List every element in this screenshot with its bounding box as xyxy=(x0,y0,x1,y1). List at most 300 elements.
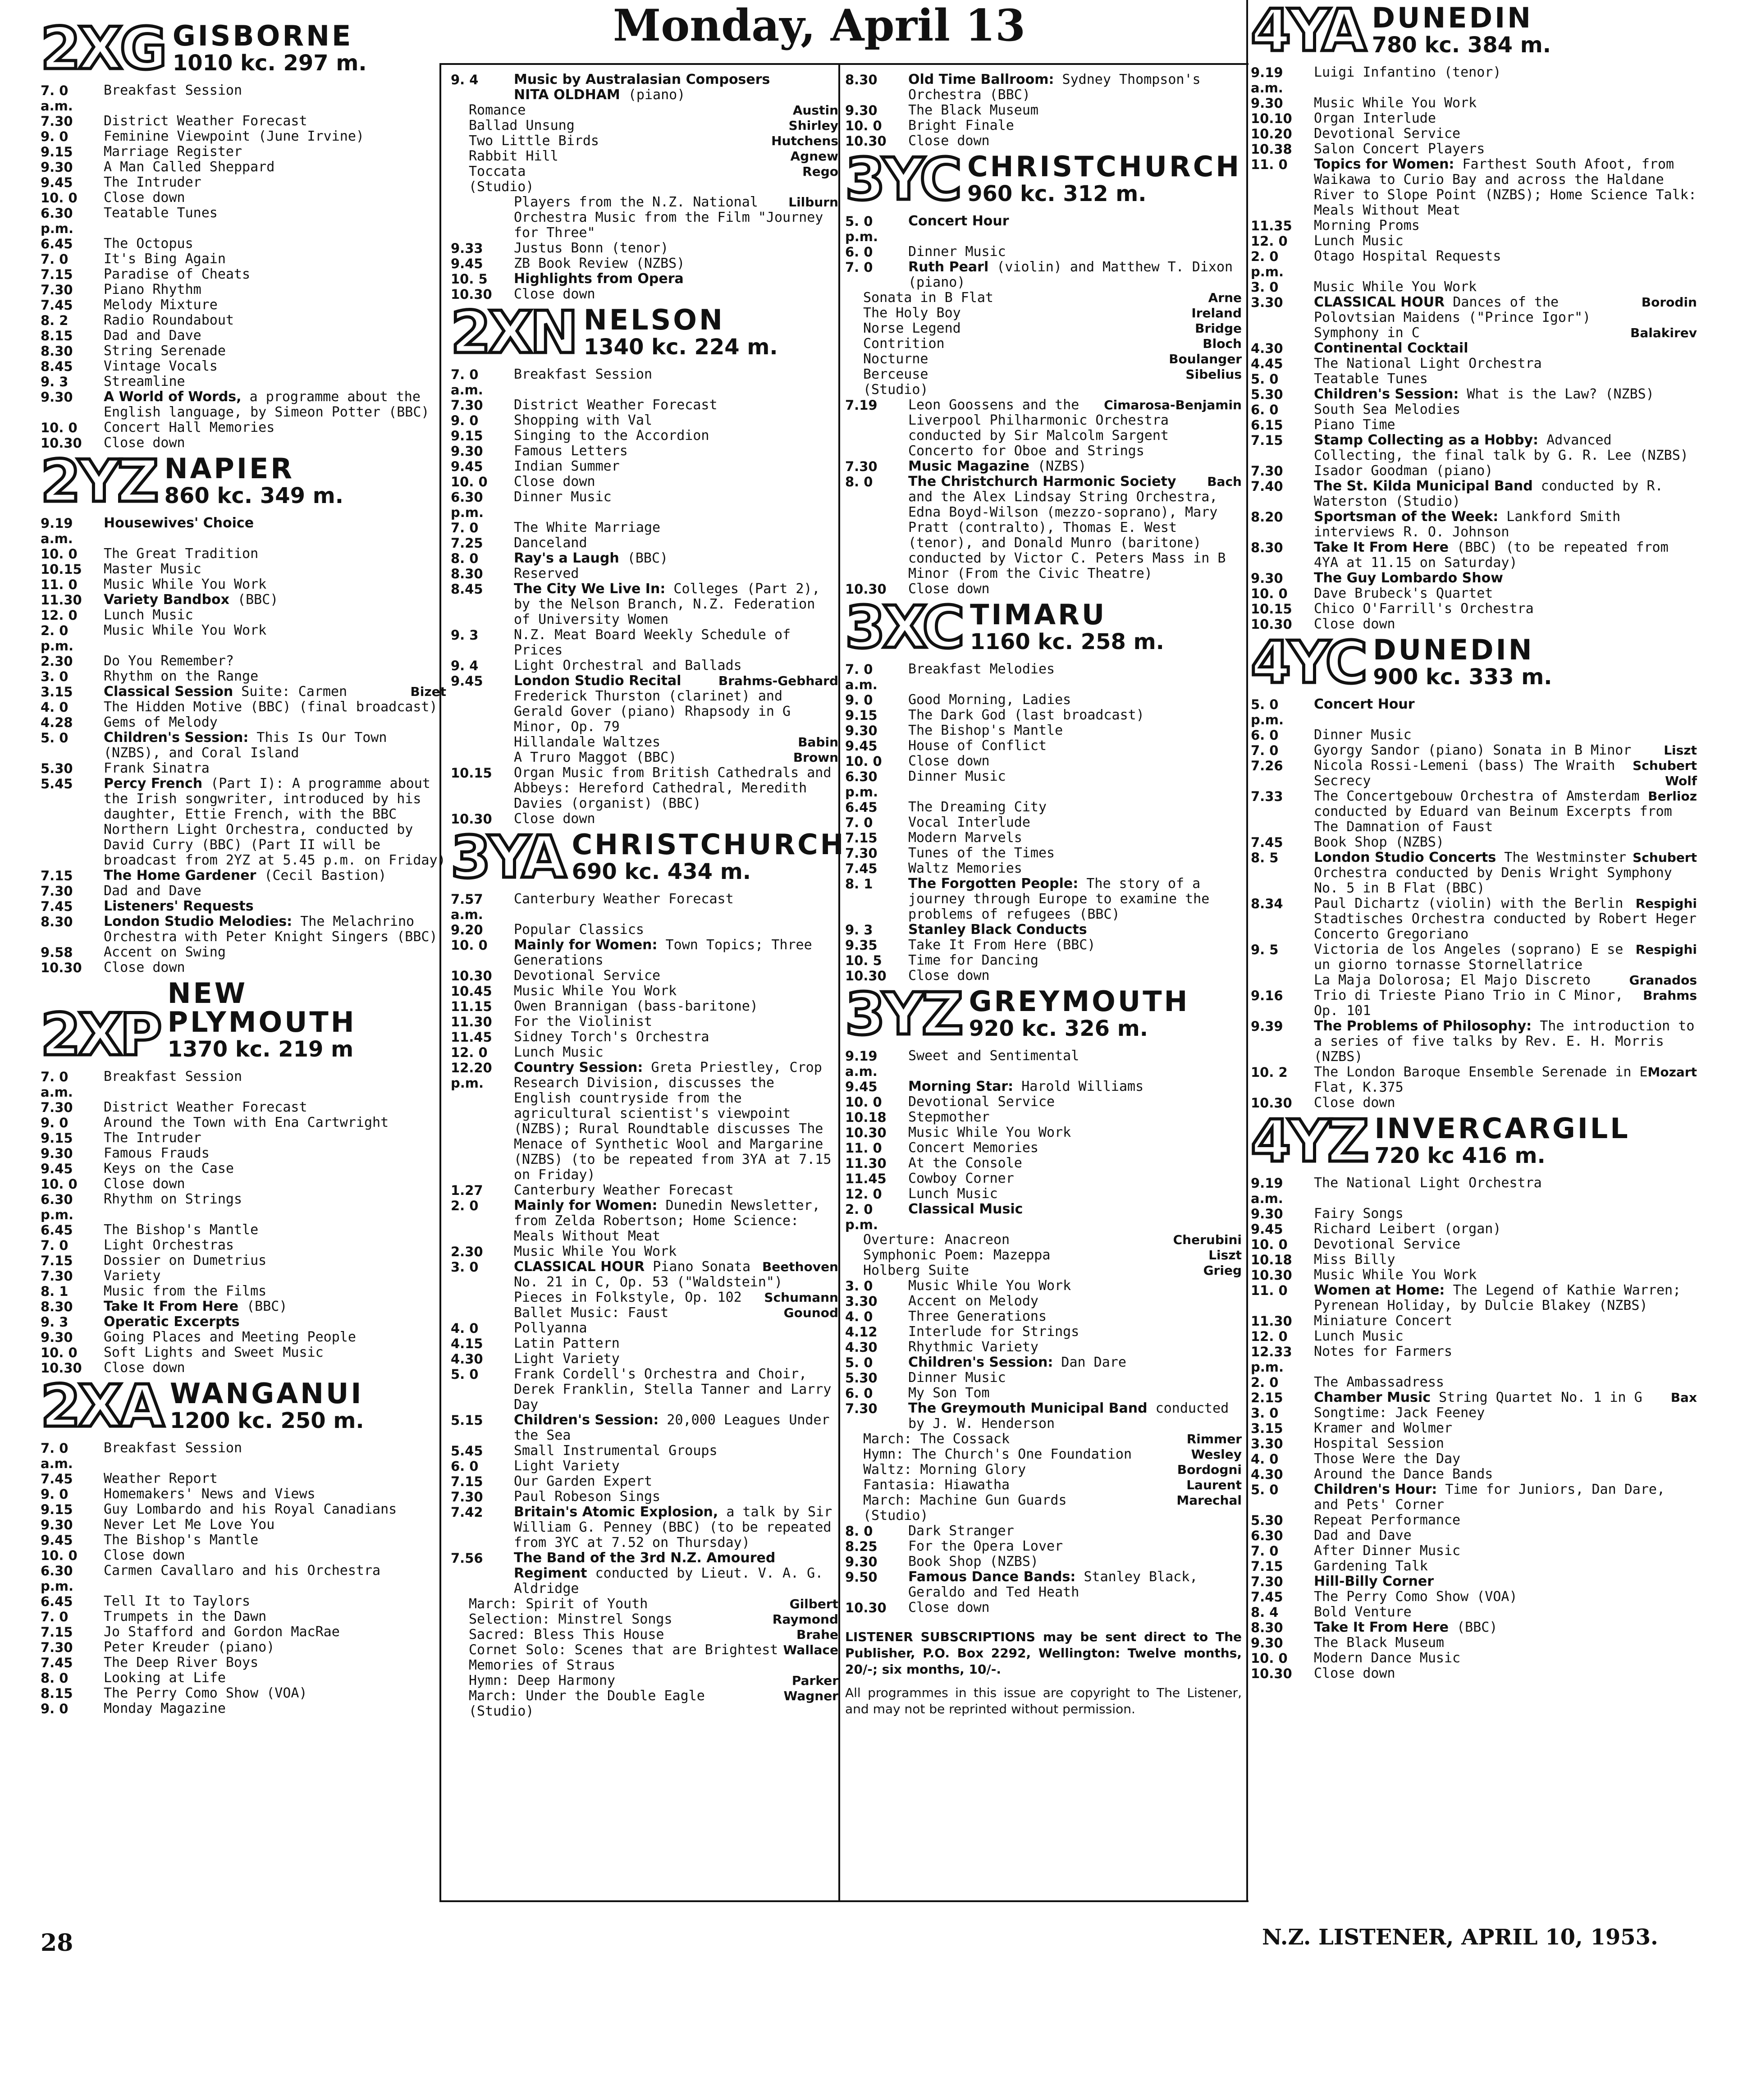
programme-text xyxy=(104,282,446,297)
programme-text xyxy=(1314,601,1697,617)
programme-description: Town Topics; Three Generations xyxy=(514,937,812,968)
programme-text xyxy=(908,938,1242,953)
programme-description: Reserved xyxy=(514,566,579,581)
programme-description: Miniature Concert xyxy=(1314,1313,1453,1329)
programme-time: 3.15 xyxy=(41,684,73,700)
programme-entry xyxy=(451,444,838,459)
programme-entry xyxy=(845,1401,1242,1432)
column-1 xyxy=(41,15,446,1716)
programme-description: Bold Venture xyxy=(1314,1604,1412,1620)
programme-time: 10.30 xyxy=(41,1360,82,1376)
programme-description: Time for Juniors, Dan Dare, and Pets' Corner xyxy=(1314,1482,1665,1513)
programme-sub-item xyxy=(469,1612,838,1627)
programme-description: Richard Leibert (organ) xyxy=(1314,1221,1501,1237)
programme-time: 9. 0 xyxy=(41,1487,69,1502)
programme-description: Accent on Melody xyxy=(908,1293,1038,1309)
programme-description: Repeat Performance xyxy=(1314,1512,1461,1528)
programme-title: Housewives' Choice xyxy=(104,515,254,531)
programme-description: Light Variety xyxy=(514,1458,620,1474)
programme-entry xyxy=(845,398,1242,459)
station-block xyxy=(451,299,838,827)
work-title: Memories of Straus xyxy=(469,1657,616,1673)
programme-description: (BBC) xyxy=(1449,1620,1498,1635)
programme-description: Chico O'Farrill's Orchestra xyxy=(1314,601,1534,617)
programme-description: Streamline xyxy=(104,374,185,389)
programme-text xyxy=(908,662,1242,692)
programme-description: For the Opera Lover xyxy=(908,1538,1063,1554)
programme-time: 6. 0 xyxy=(845,244,873,260)
programme-description: The Intruder xyxy=(104,174,201,190)
programme-description: The Great Tradition xyxy=(104,546,259,562)
programme-text xyxy=(1314,1528,1697,1543)
composer: Ireland xyxy=(1191,306,1242,320)
programme-time: 4.30 xyxy=(845,1340,878,1355)
programme-entry xyxy=(1251,371,1697,387)
programme-entry xyxy=(451,566,838,581)
programme-description: Music While You Work xyxy=(104,576,267,592)
programme-text xyxy=(514,271,838,287)
programme-time: 10.30 xyxy=(1251,1666,1292,1681)
programme-text xyxy=(514,1290,838,1305)
composer: Grieg xyxy=(1203,1263,1242,1278)
programme-title: Stanley Black Conducts xyxy=(908,922,1087,938)
programme-time: 7.15 xyxy=(41,868,73,883)
station-block xyxy=(41,15,446,451)
programme-entry xyxy=(845,938,1242,953)
programme-time: 9. 4 xyxy=(451,658,479,673)
programme-sub-item xyxy=(469,1673,838,1688)
programme-text xyxy=(1314,1467,1697,1482)
programme-time: 9.19 a.m. xyxy=(41,516,73,546)
programme-description: Dossier on Dumetrius xyxy=(104,1253,267,1268)
programme-title: Take It From Here xyxy=(1314,1620,1449,1635)
programme-sub-item xyxy=(469,103,838,118)
programme-text xyxy=(908,1048,1242,1079)
programme-description: Radio Roundabout xyxy=(104,312,234,328)
programme-entry xyxy=(845,459,1242,474)
programme-entry xyxy=(1251,1589,1697,1605)
station-block xyxy=(41,1373,446,1716)
programme-description: (Cecil Bastion) xyxy=(256,868,387,883)
programme-entry xyxy=(451,1259,838,1290)
programme-entry xyxy=(41,1517,446,1533)
programme-description: Vintage Vocals xyxy=(104,358,218,374)
column-2 xyxy=(451,72,846,1719)
programme-title: Children's Session: xyxy=(514,1412,659,1428)
programme-entry xyxy=(1251,1651,1697,1666)
programme-time: 6.30 p.m. xyxy=(451,490,484,520)
work-title: (Studio) xyxy=(863,1508,928,1524)
programme-text xyxy=(908,738,1242,754)
programme-time: 11. 0 xyxy=(1251,1283,1288,1298)
station-call-sign: 4YZ xyxy=(1251,1108,1367,1175)
programme-time: 11.30 xyxy=(845,1156,887,1171)
programme-description: Do You Remember? xyxy=(104,653,234,669)
programme-text xyxy=(514,999,838,1014)
programme-description: The Melachrino Orchestra with Peter Knight Singers (BBC) xyxy=(104,914,438,945)
programme-time: 7.30 xyxy=(41,883,73,899)
programme-text xyxy=(908,1125,1242,1140)
programme-entry xyxy=(41,1487,446,1502)
programme-time: 10.30 xyxy=(1251,1267,1292,1283)
composer: Beethoven xyxy=(762,1259,838,1274)
programme-description: Close down xyxy=(104,1547,185,1563)
programme-time: 7. 0 xyxy=(845,815,873,830)
programme-entry xyxy=(451,968,838,984)
programme-time: 9.45 xyxy=(41,175,73,190)
programme-description: Light Variety xyxy=(514,1351,620,1367)
programme-text xyxy=(514,490,838,520)
programme-entry xyxy=(41,1330,446,1345)
programme-entry xyxy=(41,1253,446,1268)
programme-text xyxy=(1314,111,1697,126)
programme-entry xyxy=(451,256,838,271)
programme-text xyxy=(514,1321,838,1336)
programme-time: 10.15 xyxy=(451,765,492,781)
programme-time: 7. 0 xyxy=(1251,743,1279,758)
programme-entry xyxy=(41,1192,446,1222)
programme-entry xyxy=(41,1670,446,1686)
programme-time: 7.30 xyxy=(845,1401,878,1416)
work-title: Fantasia: Hiawatha xyxy=(863,1477,1010,1493)
programme-text xyxy=(104,190,446,206)
programme-entry xyxy=(41,761,446,776)
programme-entry xyxy=(1251,111,1697,126)
programme-description: Otago Hospital Requests xyxy=(1314,248,1501,264)
programme-text xyxy=(1314,835,1697,850)
programme-entry xyxy=(1251,1451,1697,1467)
programme-time: 7. 0 a.m. xyxy=(41,1441,73,1471)
programme-text xyxy=(1314,1635,1697,1651)
programme-entry xyxy=(41,700,446,715)
programme-entry xyxy=(41,206,446,236)
programme-description: The Hidden Motive (BBC) (final broadcast) xyxy=(104,699,438,715)
programme-description: Shopping with Val xyxy=(514,412,653,428)
programme-time: 5.30 xyxy=(1251,387,1283,402)
programme-description: (BBC) xyxy=(229,592,279,608)
programme-text xyxy=(514,735,838,750)
programme-entry xyxy=(451,398,838,413)
programme-description: The Bishop's Mantle xyxy=(908,723,1063,738)
programme-title: Old Time Ballroom: xyxy=(908,72,1054,87)
programme-text xyxy=(104,206,446,236)
programme-entry xyxy=(41,175,446,190)
station-block xyxy=(1251,1108,1697,1681)
programme-entry xyxy=(41,1284,446,1299)
programme-description: My Son Tom xyxy=(908,1385,990,1401)
programme-description: The Octopus xyxy=(104,236,193,252)
programme-text xyxy=(908,1340,1242,1355)
programme-entry xyxy=(845,830,1242,846)
programme-description: 20,000 Leagues Under the Sea xyxy=(514,1412,830,1443)
programme-text xyxy=(908,769,1242,800)
programme-entry xyxy=(451,984,838,999)
programme-text xyxy=(104,516,446,546)
programme-description: Three Generations xyxy=(908,1308,1047,1324)
programme-text xyxy=(908,708,1242,723)
composer: Mozart xyxy=(1647,1065,1697,1080)
programme-description: Close down xyxy=(104,1360,185,1376)
programme-title: Classical Session xyxy=(104,684,233,700)
programme-text xyxy=(104,1548,446,1563)
programme-time: 9.39 xyxy=(1251,1019,1283,1034)
station-frequency: 920 kc. 326 m. xyxy=(969,1016,1148,1041)
programme-title: Concert Hour xyxy=(908,213,1009,229)
programme-entry xyxy=(41,252,446,267)
programme-description: Tunes of the Times xyxy=(908,845,1055,861)
programme-description: Suite: Carmen xyxy=(233,684,348,700)
station-block xyxy=(1251,629,1697,1111)
programme-description: Carmen Cavallaro and his Orchestra xyxy=(104,1563,381,1578)
programme-text xyxy=(104,1686,446,1701)
programme-description: Close down xyxy=(1314,1665,1395,1681)
programme-title: The Christchurch Harmonic Society xyxy=(908,474,1176,490)
station-frequency: 780 kc. 384 m. xyxy=(1372,32,1551,58)
programme-text xyxy=(1314,1065,1697,1095)
programme-entry xyxy=(41,328,446,343)
programme-time: 5. 0 xyxy=(1251,371,1279,387)
programme-description: The Legend of Kathie Warren; Pyrenean Holiday, by Dulcie Blakey (NZBS) xyxy=(1314,1282,1681,1313)
programme-entry xyxy=(1251,1513,1697,1528)
programme-time: 3. 0 xyxy=(41,669,69,684)
programme-description: Teatable Tunes xyxy=(1314,371,1428,387)
programme-entry xyxy=(451,1183,838,1198)
composer: Boulanger xyxy=(1169,352,1242,366)
programme-text xyxy=(1314,1513,1697,1528)
programme-entry xyxy=(845,1355,1242,1370)
programme-title: Children's Session: xyxy=(1314,386,1459,402)
programme-description: conducted by J. W. Henderson xyxy=(908,1400,1229,1432)
programme-description: Close down xyxy=(104,960,185,975)
programme-text xyxy=(1314,157,1697,218)
programme-text xyxy=(1314,1095,1697,1111)
programme-time: 6.30 p.m. xyxy=(41,1192,74,1222)
programme-description: Dan Dare xyxy=(1053,1354,1126,1370)
programme-entry xyxy=(41,389,446,420)
programme-entry xyxy=(1251,1237,1697,1252)
programme-text xyxy=(908,214,1242,244)
programme-entry xyxy=(451,673,838,735)
programme-entry xyxy=(451,1198,838,1244)
programme-text xyxy=(1314,371,1697,387)
programme-title: Ruth Pearl xyxy=(908,259,989,275)
programme-text xyxy=(1314,789,1697,835)
programme-entry xyxy=(845,1309,1242,1324)
programme-text xyxy=(514,658,838,673)
programme-time: 4. 0 xyxy=(1251,1451,1279,1467)
programme-title: Stamp Collecting as a Hobby: xyxy=(1314,432,1539,448)
programme-title: Percy French xyxy=(104,776,203,792)
programme-entry xyxy=(1251,356,1697,371)
programme-description: Master Music xyxy=(104,561,201,577)
programme-text xyxy=(514,938,838,968)
programme-text xyxy=(908,876,1242,922)
programme-description: Never Let Me Love You xyxy=(104,1517,275,1533)
programme-description: Famous Letters xyxy=(514,443,628,459)
programme-description: After Dinner Music xyxy=(1314,1543,1461,1559)
programme-text xyxy=(104,1238,446,1253)
station-block xyxy=(41,979,446,1376)
programme-sub-item xyxy=(469,1642,838,1658)
programme-time: 7.26 xyxy=(1251,758,1283,773)
programme-title: A World of Words, xyxy=(104,389,242,405)
programme-text xyxy=(1314,233,1697,249)
programme-description: Devotional Service xyxy=(514,968,661,984)
programme-entry xyxy=(451,1060,838,1183)
programme-text xyxy=(1314,341,1697,356)
programme-description: Harold Williams xyxy=(1013,1079,1144,1094)
programme-text xyxy=(104,236,446,252)
programme-text xyxy=(104,175,446,190)
programme-description: Dunedin Newsletter, from Zelda Robertson; Home Science: Meals Without Meat xyxy=(514,1198,820,1244)
programme-description: The introduction to a series of five talks by Rev. E. H. Morris (NZBS) xyxy=(1314,1018,1695,1065)
programme-entry xyxy=(845,1048,1242,1079)
composer: Cherubini xyxy=(1173,1232,1242,1247)
programme-text xyxy=(1314,1651,1697,1666)
programme-time: 8. 0 xyxy=(41,1670,69,1686)
programme-text xyxy=(514,1367,838,1413)
programme-time: 4.30 xyxy=(1251,1467,1283,1482)
programme-text xyxy=(908,815,1242,830)
programme-time: 10. 2 xyxy=(1251,1065,1288,1080)
programme-text xyxy=(908,118,1242,133)
column-rule-right xyxy=(1246,0,1248,1902)
programme-description: Canterbury Weather Forecast xyxy=(514,1182,734,1198)
programme-description: Vocal Interlude xyxy=(908,814,1030,830)
programme-text xyxy=(908,723,1242,738)
programme-entry xyxy=(1251,279,1697,295)
programme-time: 5.45 xyxy=(41,776,73,792)
programme-description: The White Marriage xyxy=(514,520,661,535)
programme-text xyxy=(1314,1344,1697,1375)
programme-entry xyxy=(41,1299,446,1314)
programme-text xyxy=(514,520,838,535)
programme-text xyxy=(908,1094,1242,1110)
programme-time: 5. 0 xyxy=(845,1355,873,1370)
programme-time: 8.15 xyxy=(41,1686,73,1701)
work-title: Rabbit Hill xyxy=(469,148,558,164)
programme-text xyxy=(1314,586,1697,601)
programme-description: Singing to the Accordion xyxy=(514,428,709,444)
programme-entry xyxy=(845,1140,1242,1156)
station-call-sign: 2XN xyxy=(451,299,576,366)
programme-description: Colleges (Part 2), by the Nelson Branch, N.Z. Federation of University Women xyxy=(514,581,820,627)
programme-sub-item xyxy=(863,1462,1242,1478)
programme-title: Concert Hour xyxy=(1314,696,1415,712)
work-title: Sonata in B Flat xyxy=(863,290,993,306)
programme-text xyxy=(1314,1283,1697,1313)
programme-time: 8. 0 xyxy=(845,1524,873,1539)
page-title: Monday, April 13 xyxy=(613,0,1025,51)
programme-description: Close down xyxy=(104,435,185,451)
programme-entry xyxy=(451,490,838,520)
programme-time: 11. 0 xyxy=(845,1140,882,1156)
programme-time: 8.30 xyxy=(41,1299,73,1314)
programme-time: 6. 0 xyxy=(845,1386,873,1401)
programme-description: Music While You Work xyxy=(104,622,267,638)
programme-description: Music While You Work xyxy=(908,1278,1071,1294)
programme-time xyxy=(1251,325,1314,341)
station-frequency: 860 kc. 349 m. xyxy=(164,483,343,508)
programme-time: 5.30 xyxy=(1251,1513,1283,1528)
programme-sub-item xyxy=(863,321,1242,336)
programme-text xyxy=(104,297,446,313)
programme-description: Looking at Life xyxy=(104,1670,226,1686)
programme-sub-item xyxy=(863,1508,1242,1524)
programme-text xyxy=(1314,1421,1697,1436)
programme-time: 9.15 xyxy=(41,1502,73,1517)
composer: Borodin xyxy=(1641,295,1697,310)
programme-sub-item xyxy=(863,367,1242,382)
programme-time: 9.15 xyxy=(451,428,483,444)
station-call-sign: 4YA xyxy=(1251,0,1364,64)
programme-text xyxy=(104,776,446,868)
programme-entry xyxy=(41,129,446,144)
programme-entry xyxy=(1251,1528,1697,1543)
programme-entry xyxy=(451,750,838,765)
programme-description: a talk by Sir William G. Penney (BBC) (to be repeated from 3YC at 7.52 on Thursday) xyxy=(514,1504,832,1551)
programme-entry xyxy=(845,708,1242,723)
programme-text xyxy=(104,1533,446,1548)
programme-time: 10.30 xyxy=(41,960,82,975)
programme-entry xyxy=(1251,1543,1697,1559)
programme-description: The National Light Orchestra xyxy=(1314,356,1542,371)
programme-title: Mainly for Women: xyxy=(514,1198,658,1213)
programme-description: Songtime: Jack Feeney xyxy=(1314,1405,1485,1421)
programme-description: Dave Brubeck's Quartet xyxy=(1314,586,1493,601)
composer: Brahms xyxy=(1643,988,1697,1003)
programme-time: 4. 0 xyxy=(451,1321,479,1336)
work-title: Holberg Suite xyxy=(863,1263,969,1278)
programme-entry xyxy=(451,938,838,968)
programme-time: 11.35 xyxy=(1251,218,1292,233)
programme-text xyxy=(514,1351,838,1367)
programme-time: 5.45 xyxy=(451,1443,483,1459)
programme-description: Paradise of Cheats xyxy=(104,266,251,282)
programme-entry xyxy=(41,267,446,282)
programme-entry xyxy=(451,1443,838,1459)
station-city: GISBORNE xyxy=(172,19,353,52)
programme-description: Jo Stafford and Gordon MacRae xyxy=(104,1624,340,1640)
programme-description: Devotional Service xyxy=(908,1094,1055,1110)
programme-time: 7.42 xyxy=(451,1505,483,1520)
programme-text xyxy=(1314,942,1697,973)
programme-time: 10.15 xyxy=(41,562,82,577)
programme-entry xyxy=(41,282,446,297)
programme-entry xyxy=(41,715,446,730)
programme-description: District Weather Forecast xyxy=(104,1099,307,1115)
composer: Lilburn xyxy=(788,195,838,210)
programme-time: 12. 0 xyxy=(1251,233,1288,249)
programme-text xyxy=(1314,433,1697,463)
work-title: Selection: Minstrel Songs xyxy=(469,1611,672,1627)
programme-description: Teatable Tunes xyxy=(104,205,218,221)
programme-description: Waltz Memories xyxy=(908,860,1022,876)
composer: Laurent xyxy=(1186,1478,1242,1492)
programme-entry xyxy=(1251,1574,1697,1589)
programme-entry xyxy=(41,960,446,975)
column-3 xyxy=(845,72,1242,1717)
programme-time: 9.30 xyxy=(1251,571,1283,586)
programme-entry xyxy=(41,914,446,945)
programme-sub-item xyxy=(469,179,838,195)
programme-title: The St. Kilda Municipal Band xyxy=(1314,478,1533,494)
programme-sub-item xyxy=(469,133,838,149)
programme-text xyxy=(514,673,838,735)
work-title: (Studio) xyxy=(469,179,534,195)
programme-description: Gyorgy Sandor (piano) Sonata in B Minor xyxy=(1314,742,1632,758)
station-header xyxy=(1251,0,1697,64)
